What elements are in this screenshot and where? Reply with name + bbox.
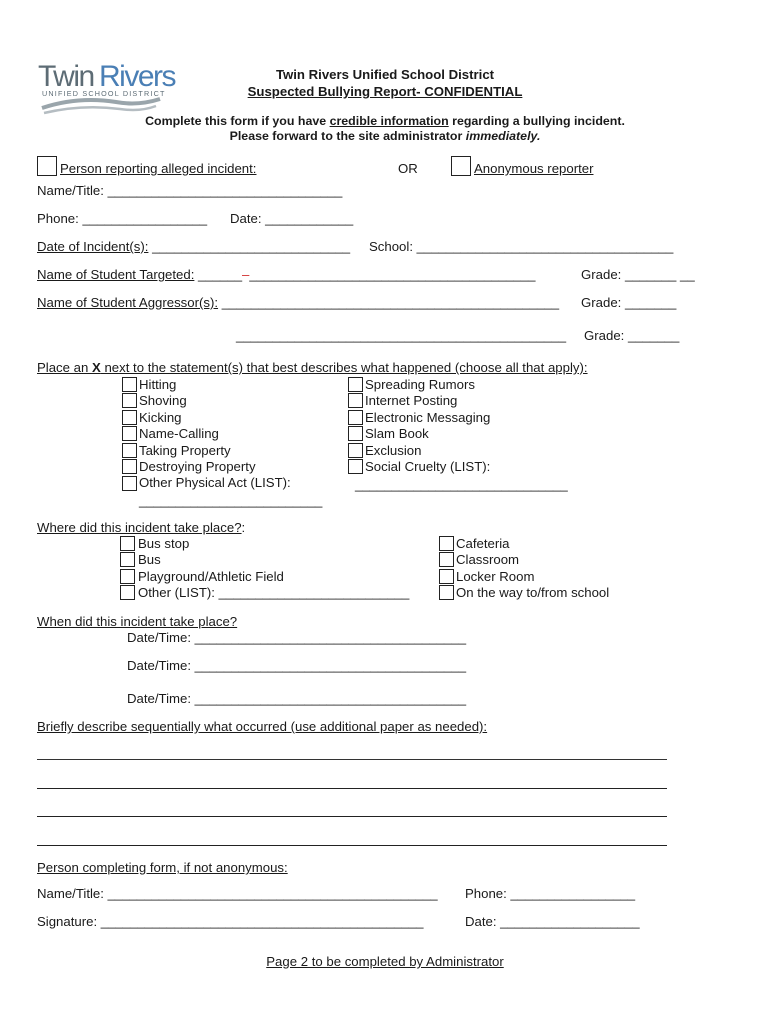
- incident-date-label: Date of Incident(s):: [37, 239, 149, 254]
- behaviors-prompt: [37, 361, 588, 374]
- svg-text:UNIFIED SCHOOL DISTRICT: UNIFIED SCHOOL DISTRICT: [42, 89, 166, 98]
- instruction-emphasis: immediately.: [465, 129, 541, 143]
- option-label: Shoving: [139, 393, 187, 408]
- social-cruelty-line[interactable]: _____________________________: [355, 477, 568, 492]
- option-label: Other Physical Act (LIST):: [139, 475, 291, 490]
- checkbox-spreading-rumors[interactable]: [348, 377, 363, 392]
- option-label: Spreading Rumors: [365, 377, 475, 392]
- option-label: Locker Room: [456, 569, 535, 584]
- date-time-field[interactable]: Date/Time: _____________________________________: [127, 691, 467, 706]
- checkbox-internet-posting[interactable]: [348, 393, 363, 408]
- option-label: Hitting: [139, 377, 177, 392]
- option-label: Playground/Athletic Field: [138, 569, 284, 584]
- checkbox-bus-stop[interactable]: [120, 536, 135, 551]
- incident-date-field[interactable]: [37, 240, 350, 253]
- checkbox-cafeteria[interactable]: [439, 536, 454, 551]
- option-label: Electronic Messaging: [365, 410, 491, 425]
- checkbox-exclusion[interactable]: [348, 443, 363, 458]
- option-label: Kicking: [139, 410, 182, 425]
- checkbox-bus[interactable]: [120, 552, 135, 567]
- option-label: Internet Posting: [365, 393, 458, 408]
- checkbox-playground[interactable]: [120, 569, 135, 584]
- instruction-emphasis: credible information: [329, 114, 449, 128]
- option-label: Exclusion: [365, 443, 422, 458]
- behaviors-prompt-text: next to the statement(s) that best describes what happened (choose all that apply):: [100, 360, 588, 375]
- instruction-text: Please forward to the site administrator: [229, 129, 466, 143]
- option-label: On the way to/from school: [456, 585, 610, 600]
- person-reporting-label: Person reporting alleged incident:: [60, 161, 257, 176]
- student-targeted-mark: –: [242, 267, 250, 282]
- checkbox-hitting[interactable]: [122, 377, 137, 392]
- option-label: Social Cruelty (LIST):: [365, 459, 491, 474]
- completer-date-field[interactable]: Date: ___________________: [465, 914, 640, 929]
- completer-name-title-field[interactable]: Name/Title: _____________________________________________: [37, 886, 438, 901]
- description-line[interactable]: [37, 845, 667, 846]
- student-targeted-line: ______: [194, 267, 243, 282]
- option-label: Taking Property: [139, 443, 231, 458]
- option-label: Cafeteria: [456, 536, 510, 551]
- svg-text:Rivers: Rivers: [99, 60, 176, 93]
- date-time-field[interactable]: Date/Time: _____________________________________: [127, 658, 467, 673]
- grade-field-2[interactable]: Grade: _______: [581, 295, 677, 310]
- svg-text:Twin: Twin: [38, 60, 94, 93]
- anonymous-reporter-checkbox[interactable]: [451, 156, 471, 176]
- description-line[interactable]: [37, 788, 667, 789]
- completing-prompt: Person completing form, if not anonymous:: [37, 860, 288, 875]
- location-prompt-text: Where did this incident take place?: [37, 520, 242, 535]
- school-field[interactable]: School: ___________________________________: [369, 239, 674, 254]
- completer-phone-field[interactable]: Phone: _________________: [465, 886, 636, 901]
- option-label: Bus: [138, 552, 161, 567]
- student-targeted-field[interactable]: [37, 268, 535, 281]
- checkbox-to-from-school[interactable]: [439, 585, 454, 600]
- option-label: Other (LIST): __________________________: [138, 585, 410, 600]
- instruction-line-2: [0, 130, 770, 142]
- student-targeted-label: Name of Student Targeted:: [37, 267, 195, 282]
- location-prompt-colon: :: [241, 520, 246, 535]
- student-targeted-line: _______________________________________: [249, 267, 536, 282]
- checkbox-taking-property[interactable]: [122, 443, 137, 458]
- student-aggressor-label: Name of Student Aggressor(s):: [37, 295, 219, 310]
- grade-field-1[interactable]: Grade: _______ __: [581, 267, 695, 282]
- checkbox-other-physical-act[interactable]: [122, 476, 137, 491]
- instruction-line-1: [0, 115, 770, 127]
- incident-date-line: ___________________________: [152, 239, 351, 254]
- option-label: Name-Calling: [139, 426, 219, 441]
- district-name: Twin Rivers Unified School District: [275, 67, 495, 82]
- checkbox-shoving[interactable]: [122, 393, 137, 408]
- option-label: Destroying Property: [139, 459, 256, 474]
- additional-aggressor-field[interactable]: _____________________________________________: [236, 328, 567, 343]
- reporter-phone-field[interactable]: Phone: _________________: [37, 211, 208, 226]
- other-physical-act-line[interactable]: _________________________: [139, 493, 323, 508]
- grade-field-3[interactable]: Grade: _______: [584, 328, 680, 343]
- instruction-text: Complete this form if you have: [145, 114, 330, 128]
- anonymous-reporter-label: Anonymous reporter: [474, 161, 594, 176]
- checkbox-kicking[interactable]: [122, 410, 137, 425]
- or-label: OR: [398, 161, 418, 176]
- describe-prompt: Briefly describe sequentially what occurred (use additional paper as needed):: [37, 719, 488, 734]
- student-aggressor-field[interactable]: [37, 296, 559, 309]
- checkbox-destroying-property[interactable]: [122, 459, 137, 474]
- option-label: Slam Book: [365, 426, 429, 441]
- description-line[interactable]: [37, 816, 667, 817]
- option-label: Classroom: [456, 552, 520, 567]
- checkbox-social-cruelty[interactable]: [348, 459, 363, 474]
- checkbox-electronic-messaging[interactable]: [348, 410, 363, 425]
- when-prompt: When did this incident take place?: [37, 614, 238, 629]
- date-time-field[interactable]: Date/Time: _____________________________________: [127, 630, 467, 645]
- form-title: Suspected Bullying Report- CONFIDENTIAL: [247, 84, 523, 99]
- person-reporting-checkbox[interactable]: [37, 156, 57, 176]
- reporter-name-title-field[interactable]: Name/Title: ________________________________: [37, 183, 343, 198]
- location-prompt: [37, 521, 245, 534]
- behaviors-prompt-x: X: [92, 360, 101, 375]
- behaviors-prompt-text: Place an: [37, 360, 92, 375]
- checkbox-slam-book[interactable]: [348, 426, 363, 441]
- option-label: Bus stop: [138, 536, 190, 551]
- page-2-note: Page 2 to be completed by Administrator: [266, 954, 504, 969]
- description-line[interactable]: [37, 759, 667, 760]
- completer-signature-field[interactable]: Signature: ____________________________________________: [37, 914, 424, 929]
- checkbox-classroom[interactable]: [439, 552, 454, 567]
- reporter-date-field[interactable]: Date: ____________: [230, 211, 354, 226]
- checkbox-name-calling[interactable]: [122, 426, 137, 441]
- checkbox-other-location[interactable]: [120, 585, 135, 600]
- checkbox-locker-room[interactable]: [439, 569, 454, 584]
- instruction-text: regarding a bullying incident.: [448, 114, 625, 128]
- student-aggressor-line: ______________________________________________: [218, 295, 560, 310]
